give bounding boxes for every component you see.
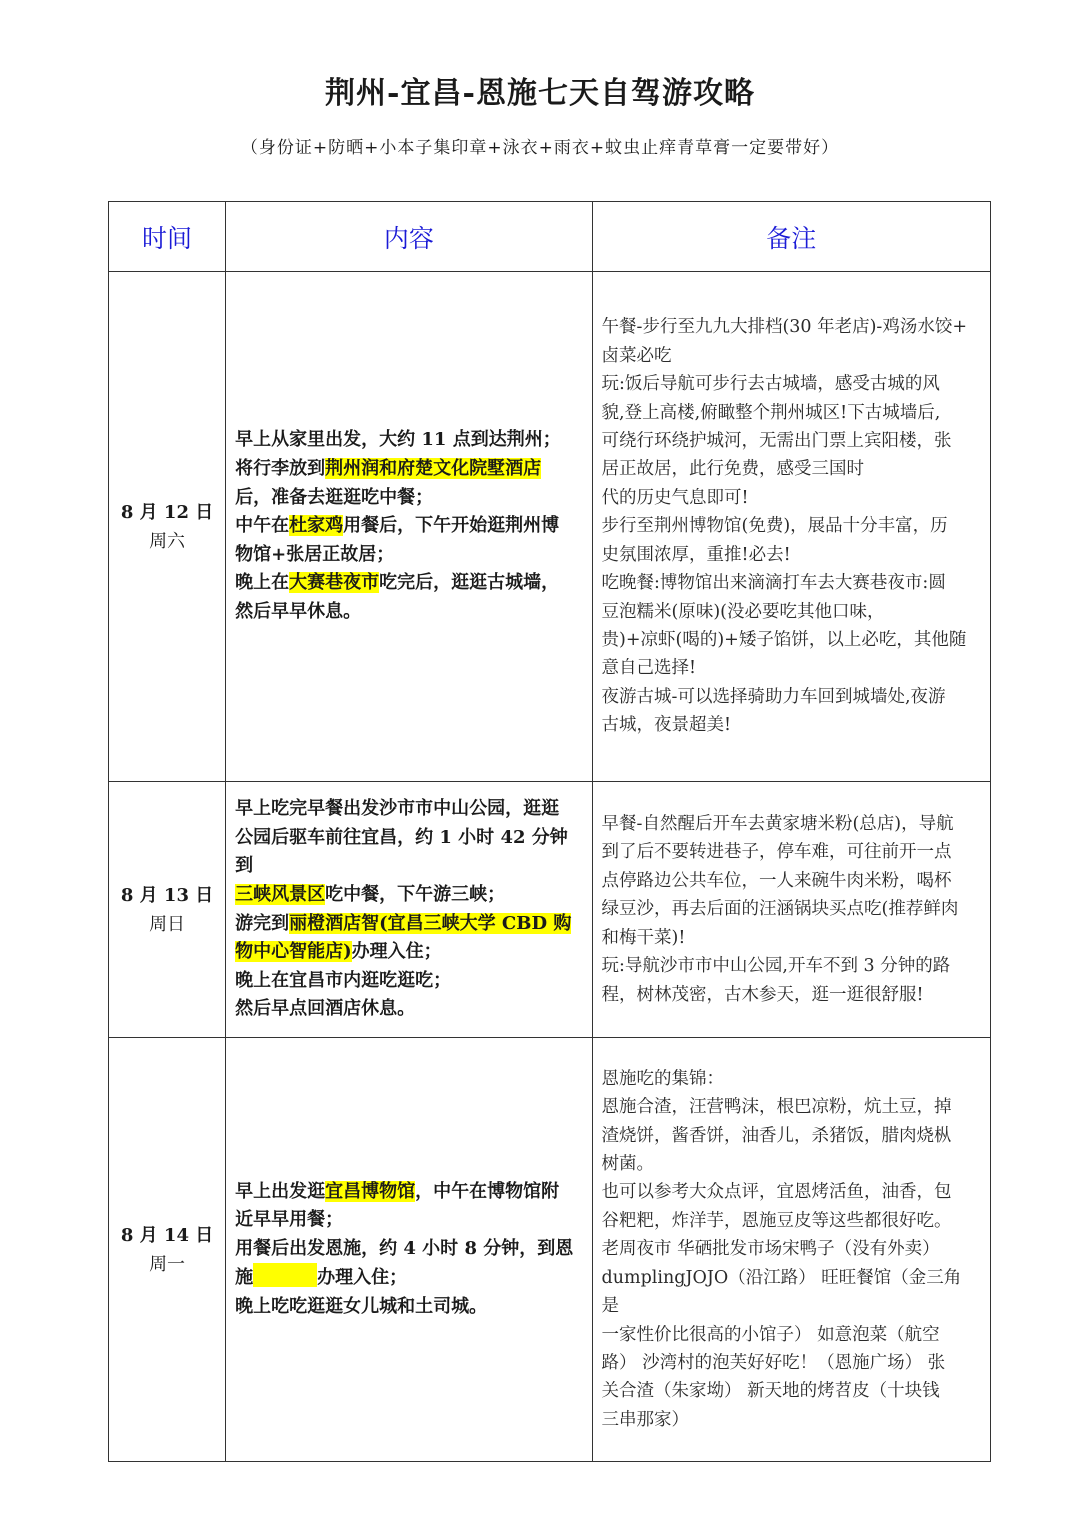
date: 8 月 13 日 — [120, 884, 214, 906]
note-line: 夜游古城-可以选择骑助力车回到城墙处,夜游 — [601, 686, 946, 707]
content-line: 早上出发逛宜昌博物馆，中午在博物馆附 — [235, 1180, 560, 1202]
note-line: 恩施合渣，汪营鸭沫，根巴凉粉，炕土豆，掉 — [601, 1097, 952, 1118]
itinerary-table — [108, 201, 991, 1462]
date: 8 月 14 日 — [120, 1224, 214, 1246]
content-line: 三峡风景区吃中餐，下午游三峡； — [235, 883, 506, 905]
content-line: 中午在杜家鸡用餐后，下午开始逛荆州博 — [235, 515, 560, 537]
note-line: 步行至荆州博物馆(免费)，展品十分丰富，历 — [601, 516, 948, 537]
note-line: 渣烧饼，酱香饼，油香儿，杀猪饭，腊肉烧枞 — [601, 1125, 952, 1146]
note-line: 和梅干菜)! — [601, 927, 686, 948]
note-line: 三串那家） — [601, 1409, 690, 1430]
content-line: 早上从家里出发，大约 11 点到达荆州； — [235, 429, 561, 451]
note-line: 意自己选择! — [601, 658, 697, 679]
content-line: 用餐后出发恩施，约 4 小时 8 分钟，到恩 — [235, 1237, 574, 1259]
date: 8 月 12 日 — [120, 501, 214, 523]
content-cell — [226, 1038, 592, 1462]
note-cell — [592, 1038, 990, 1462]
date-cell — [109, 1038, 226, 1462]
museum-highlight: 宜昌博物馆 — [325, 1180, 416, 1202]
content-line: 近早早用餐； — [235, 1209, 344, 1231]
note-line: 貌,登上高楼,俯瞰整个荆州城区!下古城墙后, — [601, 402, 941, 423]
note-line: 午餐-步行至九九大排档(30 年老店)-鸡汤水饺+ — [601, 317, 968, 338]
note-line: 路） 沙湾村的泡芙好好吃！（恩施广场） 张 — [601, 1352, 946, 1373]
note-line: 到了后不要转进巷子，停车难，可往前开一点 — [601, 842, 952, 863]
content-line: 公园后驱车前往宜昌，约 1 小时 42 分钟到 — [235, 826, 568, 877]
packing-reminder: （身份证+防晒+小本子集印章+泳衣+雨衣+蚊虫止痒青草膏一定要带好） — [240, 138, 840, 158]
content-line: 晚上在宜昌市内逛吃逛吃； — [235, 969, 452, 991]
date-cell — [109, 272, 226, 782]
night-market-highlight: 大赛巷夜市 — [289, 572, 380, 594]
content-line: 游完到丽橙酒店智(宜昌三峡大学 CBD 购 — [235, 912, 572, 934]
note-line: 也可以参考大众点评，宜恩烤活鱼，油香，包 — [601, 1182, 952, 1203]
note-line: 恩施吃的集锦： — [601, 1068, 725, 1089]
note-line: 玩:导航沙市市中山公园,开车不到 3 分钟的路 — [601, 956, 951, 977]
note-line: 可绕行环绕护城河，无需出门票上宾阳楼，张 — [601, 431, 952, 452]
content-line: 将行李放到荆州润和府楚文化院墅酒店 — [235, 458, 542, 480]
note-line: 树菌。 — [601, 1154, 655, 1175]
restaurant-highlight: 杜家鸡 — [289, 515, 344, 537]
note-cell — [592, 782, 990, 1038]
note-line: 史氛围浓厚，重推!必去! — [601, 544, 791, 565]
note-line: 居正故居，此行免费，感受三国时 — [601, 459, 865, 480]
note-line: 古城，夜景超美! — [601, 715, 732, 736]
note-line: 豆泡糯米(原味)(没必要吃其他口味， — [601, 601, 885, 622]
weekday: 周六 — [149, 530, 186, 552]
note-line: 老周夜市 华硒批发市场宋鸭子（没有外卖） — [601, 1239, 940, 1260]
content-line: 晚上吃吃逛逛女儿城和土司城。 — [235, 1295, 488, 1317]
note-line: 点停路边公共车位，一人来碗牛肉米粉，喝杯 — [601, 870, 952, 891]
hotel-highlight: 荆州润和府楚文化院墅酒店 — [325, 458, 542, 480]
header-time: 时间 — [109, 202, 226, 272]
hotel-highlight: 丽橙酒店智(宜昌三峡大学 CBD 购 — [289, 912, 572, 934]
note-line: 程，树林茂密，古木参天，逛一逛很舒服! — [601, 984, 924, 1005]
date-cell — [109, 782, 226, 1038]
redacted-highlight — [253, 1263, 317, 1287]
table-row — [109, 272, 991, 782]
note-line: 关合渣（朱家坳） 新天地的烤苕皮（十块钱 — [601, 1381, 940, 1402]
content-line: 物馆+张居正故居； — [235, 543, 395, 565]
content-line: 然后早早休息。 — [235, 600, 362, 622]
note-line: 谷粑粑，炸洋芋，恩施豆皮等这些都很好吃。 — [601, 1210, 952, 1231]
table-row — [109, 782, 991, 1038]
content-line: 晚上在大赛巷夜市吃完后，逛逛古城墙， — [235, 572, 560, 594]
note-line: dumplingJOJO（沿江路） 旺旺餐馆（金三角 是 — [601, 1267, 962, 1317]
header-content: 内容 — [226, 202, 592, 272]
content-line: 然后早点回酒店休息。 — [235, 998, 416, 1020]
note-line: 贵)+凉虾(喝的)+矮子馅饼，以上必吃，其他随 — [601, 629, 967, 650]
note-line: 玩:饭后导航可步行去古城墙，感受古城的风 — [601, 374, 940, 395]
weekday: 周日 — [149, 913, 186, 935]
note-cell — [592, 272, 990, 782]
table-row — [109, 1038, 991, 1462]
content-line: 施 办理入住； — [235, 1263, 583, 1293]
scenic-area-highlight: 三峡风景区 — [235, 883, 326, 905]
header-note: 备注 — [592, 202, 990, 272]
hotel-highlight: 物中心智能店) — [235, 941, 352, 963]
content-cell — [226, 782, 592, 1038]
content-line: 早上吃完早餐出发沙市市中山公园，逛逛 — [235, 798, 560, 820]
note-line: 早餐-自然醒后开车去黄家塘米粉(总店)，导航 — [601, 814, 954, 835]
note-line: 绿豆沙，再去后面的汪涵锅块买点吃(推荐鲜肉 — [601, 899, 959, 920]
note-line: 吃晚餐:博物馆出来滴滴打车去大赛巷夜市:圆 — [601, 573, 946, 594]
note-line: 卤菜必吃 — [601, 345, 672, 366]
note-line: 一家性价比很高的小馆子） 如意泡菜（航空 — [601, 1324, 940, 1345]
content-line: 后，准备去逛逛吃中餐； — [235, 486, 434, 508]
content-cell — [226, 272, 592, 782]
header-row — [109, 202, 991, 272]
document-title: 荆州-宜昌-恩施七天自驾游攻略 — [325, 76, 755, 111]
content-line: 物中心智能店)办理入住； — [235, 941, 442, 963]
weekday: 周一 — [149, 1253, 186, 1275]
note-line: 代的历史气息即可! — [601, 487, 749, 508]
